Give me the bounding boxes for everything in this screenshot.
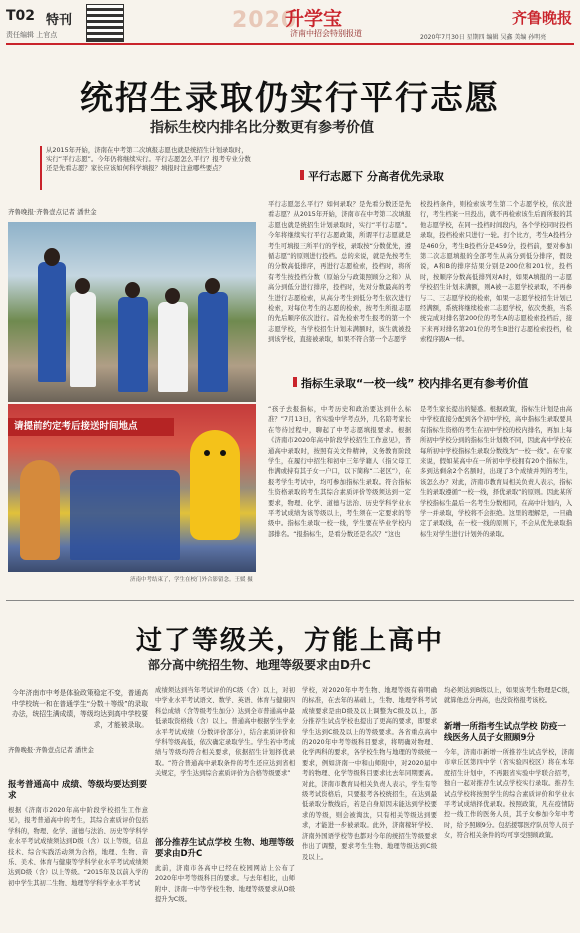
story2-column-c: 学校，对2020年中考生物、地理等级有着明确的标准，在去年的基础上，生物、地理学科考试成绩要求是由D级及以上调整为C级及以上，部分推荐生试点学校也提出了更高的要求，即要求学生达到C级及以上的等级要求。各省重点高中的2020年中考等级科目要求，将明确对物理、化学两科的要求，各学校生物与地理的等级统一要求，例如济南一中和山师附中，对2020届中考的物理、化学等级科目要求比去年同期要高。对此，济南市教育局相关负责人表示，学生有等级考试资格后，只要报考各校统招生，在达到最低录取分数线后，若是自身原因未能达到学校要求的等级，则会被淘汰，只有相关等级达到要求，才能进一步被录取。此外，济南稼轩学校、济南外国语学校等也都对今年的统招生等级要求作出了调整，要求考生生物、地理等级达到C级及以上。 <box>302 687 437 861</box>
student-head <box>75 278 90 294</box>
qr-code-icon <box>86 4 124 42</box>
student-figure <box>70 292 96 387</box>
section1-title: 平行志愿下 分高者优先录取 <box>308 170 444 183</box>
student-figure <box>158 302 188 392</box>
student-figure <box>198 292 228 392</box>
story1-lead: 从2015年开始，济南在中考第二次填报志愿也就是统招生计划录取时，实行“平行志愿”。今年仍将继续实行。平行志愿怎么平行？报考专业分数还是先看志愿？家长应该如何科学填报？填报时注意哪些要点？ <box>40 146 252 190</box>
mascot-costume <box>20 460 60 560</box>
story1-headline: 统招生录取仍实行平行志愿 <box>80 78 500 117</box>
story2-column-a: 根据《济南市2020年高中阶段学校招生工作意见》，报考普通高中的考生，其综合素质评价包括学科的，物理、化学、道德与法治、历史等学科学业水平考试成绩须达到D级（含）以上等级，信息技术、综合实践活动须为合格，地理、生物、音乐、美术、体育与健康等学科学业水平考试成绩须达到D级（含）以上等级。“2015年及以前入学的初中学生其初二生物、地理等学科学业水平考试 <box>8 807 148 887</box>
section1-column-2: 校投档条件，则检索该考生第二个志愿学校，依次进行，考生档案一旦投出，就不再检索该生后面所报的其他志愿学校，在同一投档时间段内，各个学校同时投档录取，投档检索只进行一轮。打个比方，考生A投档分是460分，考生B投档分是459分，投档前，要对参加第二次志愿填报的全部考生从高分到低分排序，假设说，A和B的排序结果分别是200位和201位，投档时，按顺序分数高低排列对A时，如果A填报的一志愿学校招生计划未满额，则A被一志愿学校录取，不再参与二、三志愿学校的检索，如果一志愿学校招生计划已经满额，系统将继续检索二志愿学校，依次类推，当系统完成对排名第200位的考生A的志愿检索投档后，接下来再对排名第201位的考生B进行志愿检索投档，检索程序跟A一样。 <box>420 201 572 344</box>
student-figure <box>38 262 66 382</box>
editors-line: 责任编辑 上官点 <box>6 31 58 39</box>
photo-sign-text: 请提前约定考后接送时间地点 <box>8 418 174 436</box>
section2-title: 指标生录取“一校一线” 校内排名更有参考价值 <box>301 377 529 390</box>
student-figure <box>118 297 148 392</box>
banner-number: 2020 <box>232 8 298 33</box>
story2-column-b2: 此前，济南市各高中已经在校园网站上公布了2020年中考等级科目的要求。与去年相比，山师附中、济南一中等学校生物、地理等级要求从D级提升为C级。 <box>155 865 295 904</box>
section-name: 特刊 <box>46 13 73 28</box>
story1-byline: 齐鲁晚报·齐鲁壹点记者 潘世金 <box>8 208 97 216</box>
section2-column-1: “孩子去报指标，中考历史和政治要达到什么标准？”7月13日，省实验中学考点外，几名陪考家长在等待过程中，聊起了中考志愿填报要求。根据《济南市2020年高中阶段学校招生工作意见》，普通高中录取时，按照有关文件精神，义务教育阶段学生，在履行中招生和初中三年学籍人（指父母工作满或持有其子女一户口，以下简称“二老区”），在报考学生考试中，均可参加指标生录取。符合指标生资格录取的考生其综合素质评价等级须达到一定要求，物理、化学、道德与法治、历史学科学业水平考试成绩为该等级以上，考生须在一定要求的等级中。指标生录取一校一线，学生要在毕业学校内部排名。“报指标生，是看分数还是名次？”这也 <box>268 406 411 538</box>
photo-caption: 济南中考结束了，学生在校门外合影留念。王媛 摄 <box>130 577 253 583</box>
story1-subheadline: 指标生校内排名比分数更有参考价值 <box>150 120 374 136</box>
header-rule <box>6 43 574 45</box>
story2-lead: 今年济南市中考是体验政策稳定不变，普通高中学校统一和在普通学生“分数＋等级”的录取办法，统招生满成绩，等级均达到高中学校要求，才能被录取。 <box>11 689 148 729</box>
story2-subhead-a: 报考普通高中 成绩、等级均要达到要求 <box>8 780 147 801</box>
story2-subheadline: 部分高中统招生物、地理等级要求由D升C <box>148 658 371 672</box>
page-code: T02 <box>6 8 36 24</box>
story2-column-b: 成绩须达到当年考试评价的C级（含）以上，对初中学业水平考试语文、数学、英语、体育与健康四科总成绩（含等级考生加分）达到全市普通高中最低录取资格线（含）以上。普通高中根据学生学业水平考试成绩（分数评价部分），结合素质评价和学科等级高低，依次确定录取学生。学生若中考成绩与等级均符合相关要求，依据招生计划择优录取。“符合普通高中录取条件的考生还应达到省相关规定，学生达到综合素质评价为合格等级要求” <box>155 687 295 778</box>
student-head <box>44 248 60 266</box>
story2-column-d2: 今年，济南市新增一所推荐生试点学校，济南市章丘区第四中学（省实验四校区）将在本年度招生计划中，不再跟省实验中学联合招考，独自一起对推荐生试点学校实行录取。推荐生试点学校将按照学生的综合素质评价和学业水平考试成绩择优录取。按照政策，凡在疫情防控一线工作的医务人员，其子女参加今年中考时，给予照顾9分。包括援鄂医疗队员等人员子女，符合相关条件的均可享受照顾政策。 <box>444 749 574 840</box>
banner-subtitle: 济南中招会特别报道 <box>290 29 362 38</box>
student-head <box>125 282 140 298</box>
banner-title: 升学宝 <box>285 8 343 30</box>
section-marker-icon <box>293 377 297 387</box>
story2-subhead-c: 新增一所指考生试点学校 防疫一线医务人员子女照顾9分 <box>444 722 566 743</box>
date-line: 2020年7月30日 星期四 编辑 吴鑫 美编 孙明亮 <box>420 34 547 41</box>
student-head <box>165 288 180 304</box>
students-group <box>70 470 180 560</box>
paper-logo: 齐鲁晚报 <box>512 9 573 27</box>
story-divider <box>6 600 574 601</box>
story2-subhead-b: 部分推荐生试点学校 生物、地理等级要求由D升C <box>155 838 294 859</box>
story2-column-d1: 均必须达到B级以上，如果该考生物理是C级，就算他总分再高，也没资格报考该校。 <box>444 687 574 705</box>
mascot-figure <box>190 430 240 540</box>
section1-column-1: 平行志愿怎么平行？如何录取？是先看分数还是先看志愿？从2015年开始，济南市在中考第二次填报志愿也就是统招生计划录取时，实行“平行志愿”。今年将继续实行平行志愿政策，所谓平行志愿就是考生可填报三所平行的学校，录取按“分数优先，遵循志愿”的原则进行投档。总的来说，就是先按考生的分数高低排序，再进行志愿检索，投档时，将所有考生按投档分数（原始分与政策照顾分之和）从高分到低分进行排序，投档时，先对分数最高的考生进行志愿检索，从高分考生到低分考生依次进行检索，对每位考生的志愿的检索，按考生所报志愿的先后顺序依次进行。首先检索考生报考的第一个志愿学校，当学校招生计划未满额时，该生就被投到该学校，直接被录取，如果不符合第一个志愿学 <box>268 201 411 344</box>
student-head <box>205 278 220 294</box>
mascot-eye <box>204 450 210 456</box>
section2-column-2: 是考生家长提出的疑惑。根据政策，指标生计划是由高中学校直接分配到各个初中学校，高中指标生录取要具有指标生资格的考生在初中学校的校内排名，再加上每所初中学校分到的指标生计划数不同，因此高中学校在每所初中学校指标生录取分数线为“一校一线”。在专家来说，假如某高中在一所初中学校拥有20个指标生，多到达剩余2个名额时，出现了3个成绩并列的考生，该怎么办？对此，济南市教育局相关负责人表示，指标生的录取遵循“一校一线，择优录取”的原则。因此某所学校指标生最后一名考生分数相同，在高中计划内，入学一并录取，学校将不会拒绝。这里的理解是，一旦确定了录取线，在一校一线的原则下，不会从优先录取指标生对学生进行计划外的录取。 <box>420 406 572 538</box>
story2-byline: 齐鲁晚报·齐鲁壹点记者 潘世金 <box>8 747 94 754</box>
graduation-photo-1 <box>8 222 256 402</box>
section-marker-icon <box>300 170 304 180</box>
mascot-eye <box>220 450 226 456</box>
story2-headline: 过了等级关，方能上高中 <box>135 626 444 656</box>
